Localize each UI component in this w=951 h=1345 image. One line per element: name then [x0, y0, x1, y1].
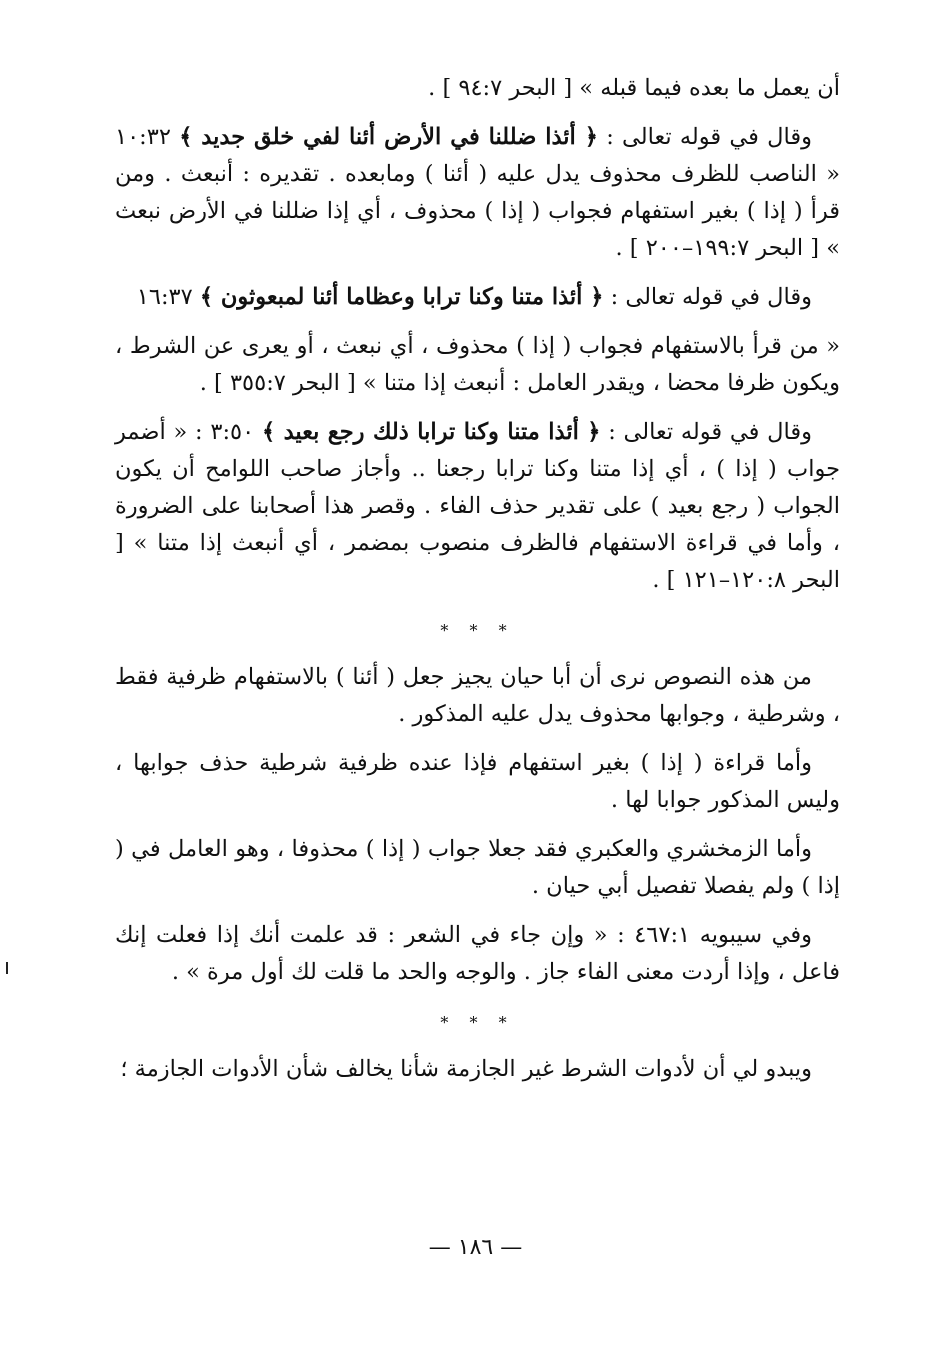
paragraph-3-lead: وقال في قوله تعالى :: [603, 284, 812, 310]
quran-verse-2: ﴿ أئذا متنا وكنا ترابا وعظاما أئنا لمبعوثون ﴾: [199, 284, 604, 310]
section-separator-1: * * *: [440, 621, 515, 640]
quran-verse-1: ﴿ أئذا ضللنا في الأرض أئنا لفي خلق جديد ﴾: [179, 124, 598, 150]
paragraph-7: وأما قراءة ( إذا ) بغير استفهام فإذا عنده ظرفية شرطية حذف جوابها ، وليس المذكور جوابا لها .: [115, 750, 840, 813]
paragraph-1: أن يعمل ما بعده فيما قبله » [ البحر ٩٤:٧ ] .: [428, 75, 840, 101]
paragraph-3: [115, 279, 840, 316]
paragraph-2-rest: « الناصب للظرف محذوف يدل عليه ( أئنا ) ومابعده . تقديره : أنبعث . ومن قرأ ( إذا ) بغير استفهام فجواب ( إذا ) محذوف ، أي إذا ضللنا في الأرض نبعث » [ البحر ١٩٩:٧–٢٠٠ ] .: [115, 161, 840, 261]
page-number: — ١٨٦ —: [428, 1235, 523, 1260]
paragraph-10: ويبدو لي أن لأدوات الشرط غير الجازمة شأنا يخالف شأن الأدوات الجازمة ؛: [120, 1056, 812, 1082]
paragraph-5-lead: وقال في قوله تعالى :: [600, 419, 812, 445]
paragraph-5-rest: ٣:٥٠ : « أضمر جواب ( إذا ) ، أي إذا متنا وكنا ترابا رجعنا .. وأجاز صاحب اللوامح أن يكون الجواب ( رجع بعيد ) على تقدير حذف الفاء . وقصر هذا أصحابنا على الضرورة ، وأما في قراءة الاستفهام فالظرف منصوب بمضمر ، أي أنبعث إذا متنا » [ البحر ١٢٠:٨–١٢١ ] .: [115, 419, 840, 593]
paragraph-2-lead: وقال في قوله تعالى :: [597, 124, 813, 150]
paragraph-6: من هذه النصوص نرى أن أبا حيان يجيز جعل ( أئنا ) بالاستفهام ظرفية فقط ، وشرطية ، وجوابها محذوف يدل عليه المذكور .: [115, 664, 840, 727]
paragraph-4: « من قرأ بالاستفهام فجواب ( إذا ) محذوف ، أي نبعث ، أو يعرى عن الشرط ، ويكون ظرفا محضا ، ويقدر العامل : أنبعث إذا متنا » [ البحر ٣٥٥:٧ ] .: [115, 333, 840, 396]
margin-mark: [6, 962, 8, 974]
verse-ref-2: ١٦:٣٧: [136, 284, 200, 310]
paragraph-2: [115, 119, 840, 267]
paragraph-9: وفي سيبويه ٤٦٧:١ : « وإن جاء في الشعر : قد علمت أنك إذا فعلت إنك فاعل ، وإذا أردت معنى الفاء جاز . والوجه والحد ما قلت لك أول مرة » .: [115, 922, 840, 985]
verse-ref-1: ١٠:٣٢: [115, 124, 180, 150]
quran-verse-3: ﴿ أئذا متنا وكنا ترابا ذلك رجع بعيد ﴾: [262, 419, 601, 445]
page-body: [115, 70, 840, 1100]
paragraph-5: [115, 414, 840, 599]
paragraph-8: وأما الزمخشري والعكبري فقد جعلا جواب ( إذا ) محذوفا ، وهو العامل في ( إذا ) ولم يفصلا تفصيل أبي حيان .: [115, 836, 840, 899]
section-separator-2: * * *: [440, 1013, 515, 1032]
